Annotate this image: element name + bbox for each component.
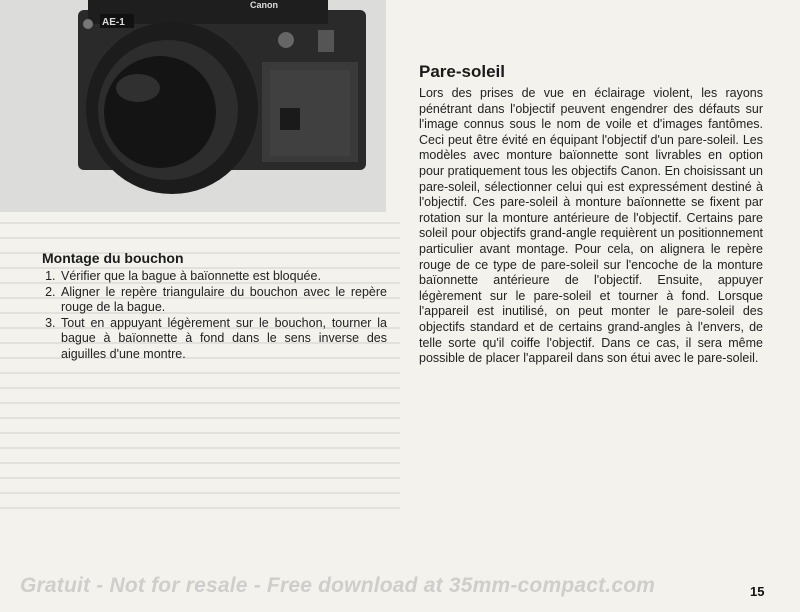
section-heading: Montage du bouchon bbox=[42, 250, 184, 266]
step-item: 1. Vérifier que la bague à baïonnette est bloquée. bbox=[59, 269, 387, 285]
page-number: 15 bbox=[750, 584, 765, 599]
step-item: 3. Tout en appuyant légèrement sur le bouchon, tourner la bague à baïonnette à fond dans le sens inverse des aiguilles d'une montre. bbox=[59, 316, 387, 363]
lens-cap-section bbox=[42, 250, 387, 363]
step-item: 2. Aligner le repère triangulaire du bouchon avec le repère rouge de la bague. bbox=[59, 285, 387, 316]
camera-photo bbox=[0, 0, 386, 212]
svg-text:AE-1: AE-1 bbox=[102, 17, 125, 28]
section-title: Pare-soleil bbox=[419, 62, 505, 81]
lens-cap bbox=[104, 56, 216, 168]
svg-text:Canon: Canon bbox=[250, 0, 278, 10]
lens-hood-section bbox=[419, 62, 763, 367]
camera-illustration bbox=[0, 0, 386, 212]
watermark: Gratuit - Not for resale - Free download at 35mm-compact.com bbox=[20, 574, 656, 597]
body-paragraph: Lors des prises de vue en éclairage violent, les rayons pénétrant dans l'objectif peuvent engendrer des défauts sur l'image connus sous le nom de voile et d'images fantômes. Ceci peut être évité en équipant l'objectif d'un pare-soleil. Les modèles avec monture baïonnette sont livrables en option pour pratiquement tous les objectifs Canon. En choisissant un pare-soleil, sélectionner celui qui est expressément destiné à l'objectif. Ces pare-soleil à monture baïonnette se fixent par rotation sur la monture antérieure de l'objectif. Certains pare soleil pour objectifs grand-angle requièrent un positionnement particulier avant montage. Pour cela, on alignera le repère rouge de ce type de pare-soleil sur l'encoche de la monture baïonnette antérieure de l'objectif. Ensuite, appuyer légèrement sur le pare-soleil et tourner à fond. Lorsque l'appareil est inutilisé, on peut monter le pare-soleil des objectifs standard et de certains grand-angles à l'envers, de telle sorte qu'il coiffe l'objectif. Dans ce cas, il sera même possible de placer l'appareil dans son étui avec le pare-soleil. bbox=[419, 86, 763, 366]
steps-list bbox=[42, 269, 387, 363]
